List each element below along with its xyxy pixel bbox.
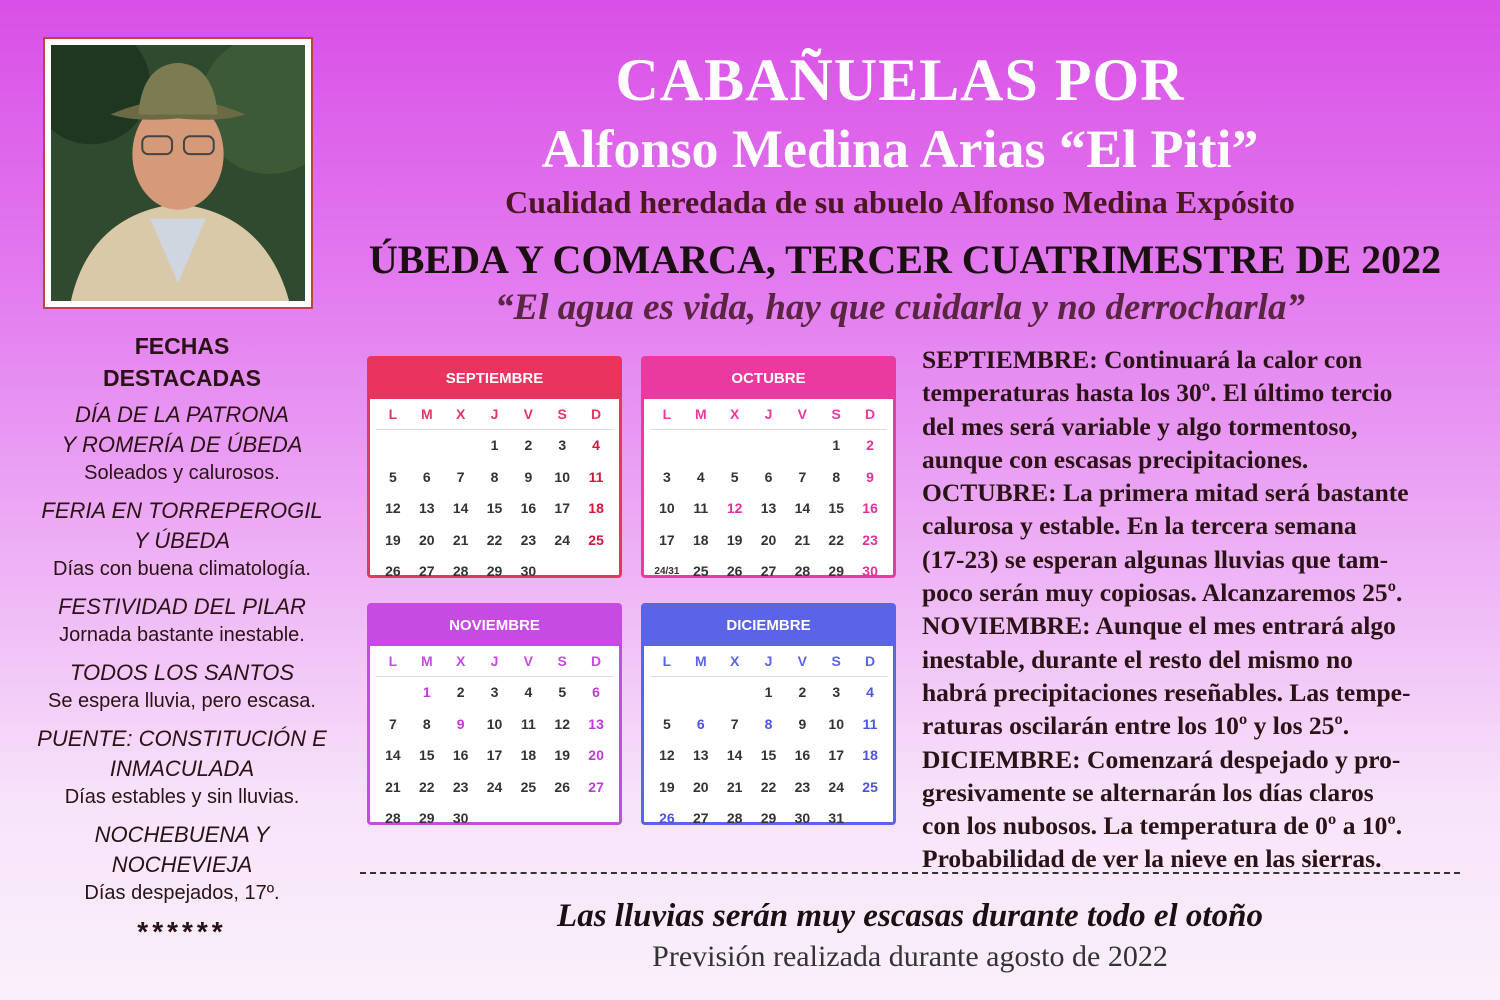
- calendar-day: [444, 430, 478, 462]
- calendar-day: 10: [659, 500, 675, 516]
- calendar-day: 22: [486, 531, 503, 548]
- event-list: [14, 400, 350, 906]
- calendar-day: 1: [490, 437, 499, 453]
- calendar-day: 18: [588, 500, 604, 516]
- calendar-day: 22: [760, 778, 777, 795]
- forecast-line: raturas oscilarán entre los 10º y los 25º.: [922, 711, 1350, 741]
- calendar-day: [684, 677, 718, 709]
- calendar-day: 18: [862, 747, 878, 763]
- calendar-day: 28: [726, 810, 743, 826]
- calendar-septiembre: [367, 356, 622, 578]
- forecast-line: temperaturas hasta los 30º. El último tercio: [922, 378, 1393, 408]
- calendar-day: 29: [418, 810, 435, 826]
- title-line-2: Alfonso Medina Arias “El Piti”: [541, 119, 1259, 179]
- calendar-day: [684, 430, 718, 462]
- calendar-day: 14: [452, 500, 469, 516]
- forecast-text: [922, 343, 1467, 876]
- calendar-day: 14: [794, 500, 811, 516]
- calendar-day: 10: [486, 715, 503, 732]
- calendar-day: 5: [558, 684, 567, 700]
- calendar-day: 16: [520, 500, 537, 516]
- calendar-day: 3: [663, 468, 671, 485]
- calendar-day: 3: [490, 684, 499, 700]
- event-description: Días estables y sin lluvias.: [64, 786, 300, 808]
- weekday-label: X: [444, 646, 478, 677]
- event-description: Se espera lluvia, pero escasa.: [48, 690, 316, 712]
- calendar-day: 29: [486, 563, 503, 579]
- calendar-day: 30: [862, 563, 878, 579]
- calendar-day: 29: [760, 810, 777, 826]
- calendar-day: 7: [798, 468, 807, 485]
- forecast-line: aunque con escasas precipitaciones.: [922, 444, 1309, 474]
- calendar-day: 7: [730, 715, 739, 732]
- calendar-day: 12: [385, 500, 401, 516]
- calendar-day: [376, 430, 410, 462]
- featured-dates-panel: [14, 330, 350, 948]
- calendar-day: 27: [760, 563, 777, 579]
- calendar-day: 24: [486, 778, 503, 795]
- subtitle: Cualidad heredada de su abuelo Alfonso Medina Expósito: [505, 184, 1295, 220]
- calendar-day: 31: [828, 810, 844, 826]
- calendar-day: 14: [726, 747, 743, 763]
- calendar-day: 21: [794, 531, 811, 548]
- calendar-day: 30: [452, 810, 469, 826]
- calendar-day: 19: [385, 531, 401, 548]
- calendar-day: 8: [832, 468, 841, 485]
- calendar-day: 30: [794, 810, 811, 826]
- calendar-day: 6: [592, 684, 600, 700]
- weekday-label: M: [684, 646, 718, 677]
- calendar-day: 17: [659, 531, 675, 548]
- weekday-label: L: [650, 399, 684, 430]
- forecast-line: gresivamente se alternarán los días claros: [922, 777, 1374, 807]
- footer-note: Previsión realizada durante agosto de 2022: [652, 940, 1168, 973]
- calendar-day: 12: [726, 500, 743, 516]
- calendar-day: 18: [520, 747, 537, 763]
- calendar-day: 13: [418, 500, 435, 516]
- calendar-day: 23: [520, 531, 537, 548]
- weekday-label: X: [444, 399, 478, 430]
- title-line-1: CABAÑUELAS POR: [615, 47, 1185, 113]
- weekday-label: X: [718, 399, 752, 430]
- calendar-day: 4: [592, 437, 600, 453]
- calendar-day: 16: [862, 500, 878, 516]
- calendar-day: 14: [385, 747, 401, 763]
- calendar-day: 11: [693, 500, 709, 516]
- calendar-day: 24: [554, 531, 570, 548]
- calendar-day: 16: [794, 747, 811, 763]
- calendar-day: 21: [385, 778, 401, 795]
- weekday-label: J: [478, 399, 512, 430]
- calendar-day: 20: [760, 531, 777, 548]
- motto: “El agua es vida, hay que cuidarla y no derrocharla”: [495, 287, 1305, 328]
- calendar-day: 7: [389, 715, 397, 732]
- calendar-day: 28: [452, 563, 469, 579]
- weekday-label: L: [376, 399, 410, 430]
- event-description: Soleados y calurosos.: [84, 462, 280, 484]
- calendar-day: 13: [588, 715, 604, 732]
- calendar-day: 21: [726, 778, 743, 795]
- calendar-day: 5: [389, 468, 397, 485]
- weekday-label: V: [511, 399, 545, 430]
- calendar-day: 25: [692, 563, 709, 579]
- forecast-line: con los nubosos. La temperatura de 0º a 10º.: [922, 811, 1403, 841]
- calendar-day: 9: [798, 715, 807, 732]
- featured-dates-title-1: FECHAS: [134, 333, 230, 359]
- calendar-day: 17: [554, 500, 570, 516]
- weekday-label: M: [684, 399, 718, 430]
- footer-summary: Las lluvias serán muy escasas durante todo el otoño: [557, 898, 1263, 934]
- stars-separator: ******: [137, 916, 227, 947]
- calendar-day: 26: [554, 778, 570, 795]
- calendar-day: 6: [696, 715, 705, 732]
- calendar-day: 22: [418, 778, 435, 795]
- calendar-day: 12: [554, 715, 570, 732]
- weekday-label: D: [853, 399, 887, 430]
- calendar-day: 2: [798, 684, 807, 700]
- weekday-label: M: [410, 646, 444, 677]
- weekday-label: X: [718, 646, 752, 677]
- calendar-day: 1: [422, 684, 431, 700]
- forecast-line: OCTUBRE: La primera mitad será bastante: [922, 478, 1409, 508]
- calendar-day: 26: [659, 810, 675, 826]
- calendar-day: 26: [726, 563, 743, 579]
- calendar-day: 24: [828, 778, 844, 795]
- forecast-line: calurosa y estable. En la tercera semana: [922, 511, 1357, 541]
- forecast-line: NOVIEMBRE: Aunque el mes entrará algo: [922, 611, 1396, 641]
- weekday-label: L: [376, 646, 410, 677]
- calendar-day: 13: [760, 500, 777, 516]
- event-name: PUENTE: CONSTITUCIÓN E: [37, 726, 327, 751]
- event-name: INMACULADA: [109, 756, 255, 781]
- weekday-label: S: [545, 399, 579, 430]
- calendar-day: 23: [794, 778, 811, 795]
- forecast-line: inestable, durante el resto del mismo no: [922, 644, 1353, 674]
- calendar-day: 23: [862, 531, 878, 548]
- forecast-line: DICIEMBRE: Comenzará despejado y pro-: [922, 744, 1401, 774]
- calendar-day: 19: [659, 778, 675, 795]
- calendar-day: 16: [452, 747, 469, 763]
- weekday-label: J: [478, 646, 512, 677]
- calendar-day: 4: [524, 684, 533, 700]
- calendar-day: 24/31: [654, 566, 680, 577]
- event-name: FERIA EN TORREPEROGIL: [41, 498, 323, 523]
- forecast-line: (17-23) se esperan algunas lluvias que tam-: [922, 544, 1389, 574]
- calendar-day: 17: [828, 747, 844, 763]
- event-name: DÍA DE LA PATRONA: [75, 402, 289, 427]
- calendar-month-title: SEPTIEMBRE: [370, 359, 619, 399]
- weekday-label: D: [579, 646, 613, 677]
- calendar-day: [650, 677, 684, 709]
- calendar-day: 4: [696, 468, 705, 485]
- calendar-day: 8: [764, 715, 773, 732]
- calendar-day: [650, 430, 684, 462]
- calendar-day: 25: [588, 531, 604, 548]
- calendar-day: 27: [692, 810, 709, 826]
- forecast-line: poco serán muy copiosas. Alcanzaremos 25º.: [922, 578, 1403, 608]
- weekday-label: J: [752, 399, 786, 430]
- weekday-label: M: [410, 399, 444, 430]
- event-name: TODOS LOS SANTOS: [69, 660, 295, 685]
- event-name: Y ROMERÍA DE ÚBEDA: [61, 432, 303, 457]
- weekday-label: S: [545, 646, 579, 677]
- calendar-day: 5: [663, 715, 671, 732]
- calendar-day: 4: [866, 684, 874, 700]
- event-name: FESTIVIDAD DEL PILAR: [58, 594, 306, 619]
- calendar-day: 18: [692, 531, 709, 548]
- forecast-line: Probabilidad de ver la nieve en las sierras.: [922, 844, 1382, 874]
- forecast-line: habrá precipitaciones reseñables. Las tempe-: [922, 677, 1411, 707]
- weekday-label: D: [853, 646, 887, 677]
- calendar-day: 27: [588, 778, 604, 795]
- calendar-day: [718, 430, 752, 462]
- calendar-day: 5: [730, 468, 739, 485]
- calendar-day: 26: [385, 563, 401, 579]
- weekday-label: L: [650, 646, 684, 677]
- event-description: Días despejados, 17º.: [84, 882, 280, 904]
- calendar-noviembre: [367, 603, 622, 825]
- calendar-day: 27: [418, 563, 435, 579]
- calendar-day: 28: [385, 810, 401, 826]
- calendar-day: 15: [486, 500, 503, 516]
- calendar-day: 19: [726, 531, 743, 548]
- calendar-day: 25: [862, 778, 878, 795]
- calendar-day: 30: [520, 563, 537, 579]
- calendar-day: 8: [490, 468, 499, 485]
- calendar-day: 17: [486, 747, 503, 763]
- calendar-day: 20: [692, 778, 709, 795]
- calendar-day: 3: [832, 684, 841, 700]
- weekday-label: V: [511, 646, 545, 677]
- calendar-day: 28: [794, 563, 811, 579]
- calendar-day: 13: [692, 747, 709, 763]
- calendar-day: [752, 430, 786, 462]
- portrait-image: [51, 45, 305, 301]
- calendar-day: 9: [524, 468, 533, 485]
- calendar-month-title: OCTUBRE: [644, 359, 893, 399]
- calendar-day: 19: [554, 747, 570, 763]
- calendar-day: 2: [866, 437, 874, 453]
- event-description: Días con buena climatología.: [53, 558, 311, 580]
- calendar-day: 29: [828, 563, 844, 579]
- forecast-line: del mes será variable y algo tormentoso,: [922, 411, 1358, 441]
- calendar-day: 22: [828, 531, 844, 548]
- event-name: NOCHEVIEJA: [111, 852, 253, 877]
- calendar-day: 11: [588, 468, 604, 485]
- calendar-day: 10: [828, 715, 844, 732]
- calendar-day: 15: [418, 747, 435, 763]
- calendar-day: 1: [832, 437, 841, 453]
- calendar-day: 9: [866, 468, 874, 485]
- calendar-day: 2: [524, 437, 533, 453]
- dashed-divider: [360, 872, 1460, 874]
- calendar-day: 12: [659, 747, 675, 763]
- main-heading: ÚBEDA Y COMARCA, TERCER CUATRIMESTRE DE 2022: [368, 237, 1442, 282]
- calendar-day: 21: [452, 531, 469, 548]
- calendar-day: 6: [422, 468, 431, 485]
- calendar-day: 9: [456, 715, 465, 732]
- calendar-day: 20: [418, 531, 435, 548]
- calendar-month-title: DICIEMBRE: [644, 606, 893, 646]
- calendar-day: 20: [588, 747, 604, 763]
- portrait-photo: [43, 37, 313, 309]
- calendar-day: 23: [452, 778, 469, 795]
- calendar-day: 25: [520, 778, 537, 795]
- featured-dates-title-2: DESTACADAS: [102, 365, 262, 391]
- calendar-day: 1: [764, 684, 773, 700]
- calendar-day: 7: [456, 468, 465, 485]
- calendar-day: 8: [422, 715, 431, 732]
- calendar-day: [785, 430, 819, 462]
- calendar-octubre: [641, 356, 896, 578]
- calendar-day: 3: [558, 437, 567, 453]
- calendar-day: 2: [456, 684, 465, 700]
- forecast-line: SEPTIEMBRE: Continuará la calor con: [922, 345, 1363, 374]
- weekday-label: J: [752, 646, 786, 677]
- weekday-label: S: [819, 646, 853, 677]
- calendar-day: 11: [862, 715, 878, 732]
- calendar-day: [410, 430, 444, 462]
- calendar-day: 10: [554, 468, 570, 485]
- weekday-label: D: [579, 399, 613, 430]
- calendar-day: [718, 677, 752, 709]
- event-description: Jornada bastante inestable.: [59, 624, 305, 646]
- event-name: Y ÚBEDA: [133, 528, 231, 553]
- weekday-label: S: [819, 399, 853, 430]
- calendar-diciembre: [641, 603, 896, 825]
- calendar-day: 11: [520, 715, 536, 732]
- calendar-month-title: NOVIEMBRE: [370, 606, 619, 646]
- calendar-day: 6: [764, 468, 773, 485]
- weekday-label: V: [785, 399, 819, 430]
- event-name: NOCHEBUENA Y: [94, 822, 270, 847]
- calendar-day: [376, 677, 410, 709]
- calendar-day: 15: [760, 747, 777, 763]
- weekday-label: V: [785, 646, 819, 677]
- calendar-day: 15: [828, 500, 844, 516]
